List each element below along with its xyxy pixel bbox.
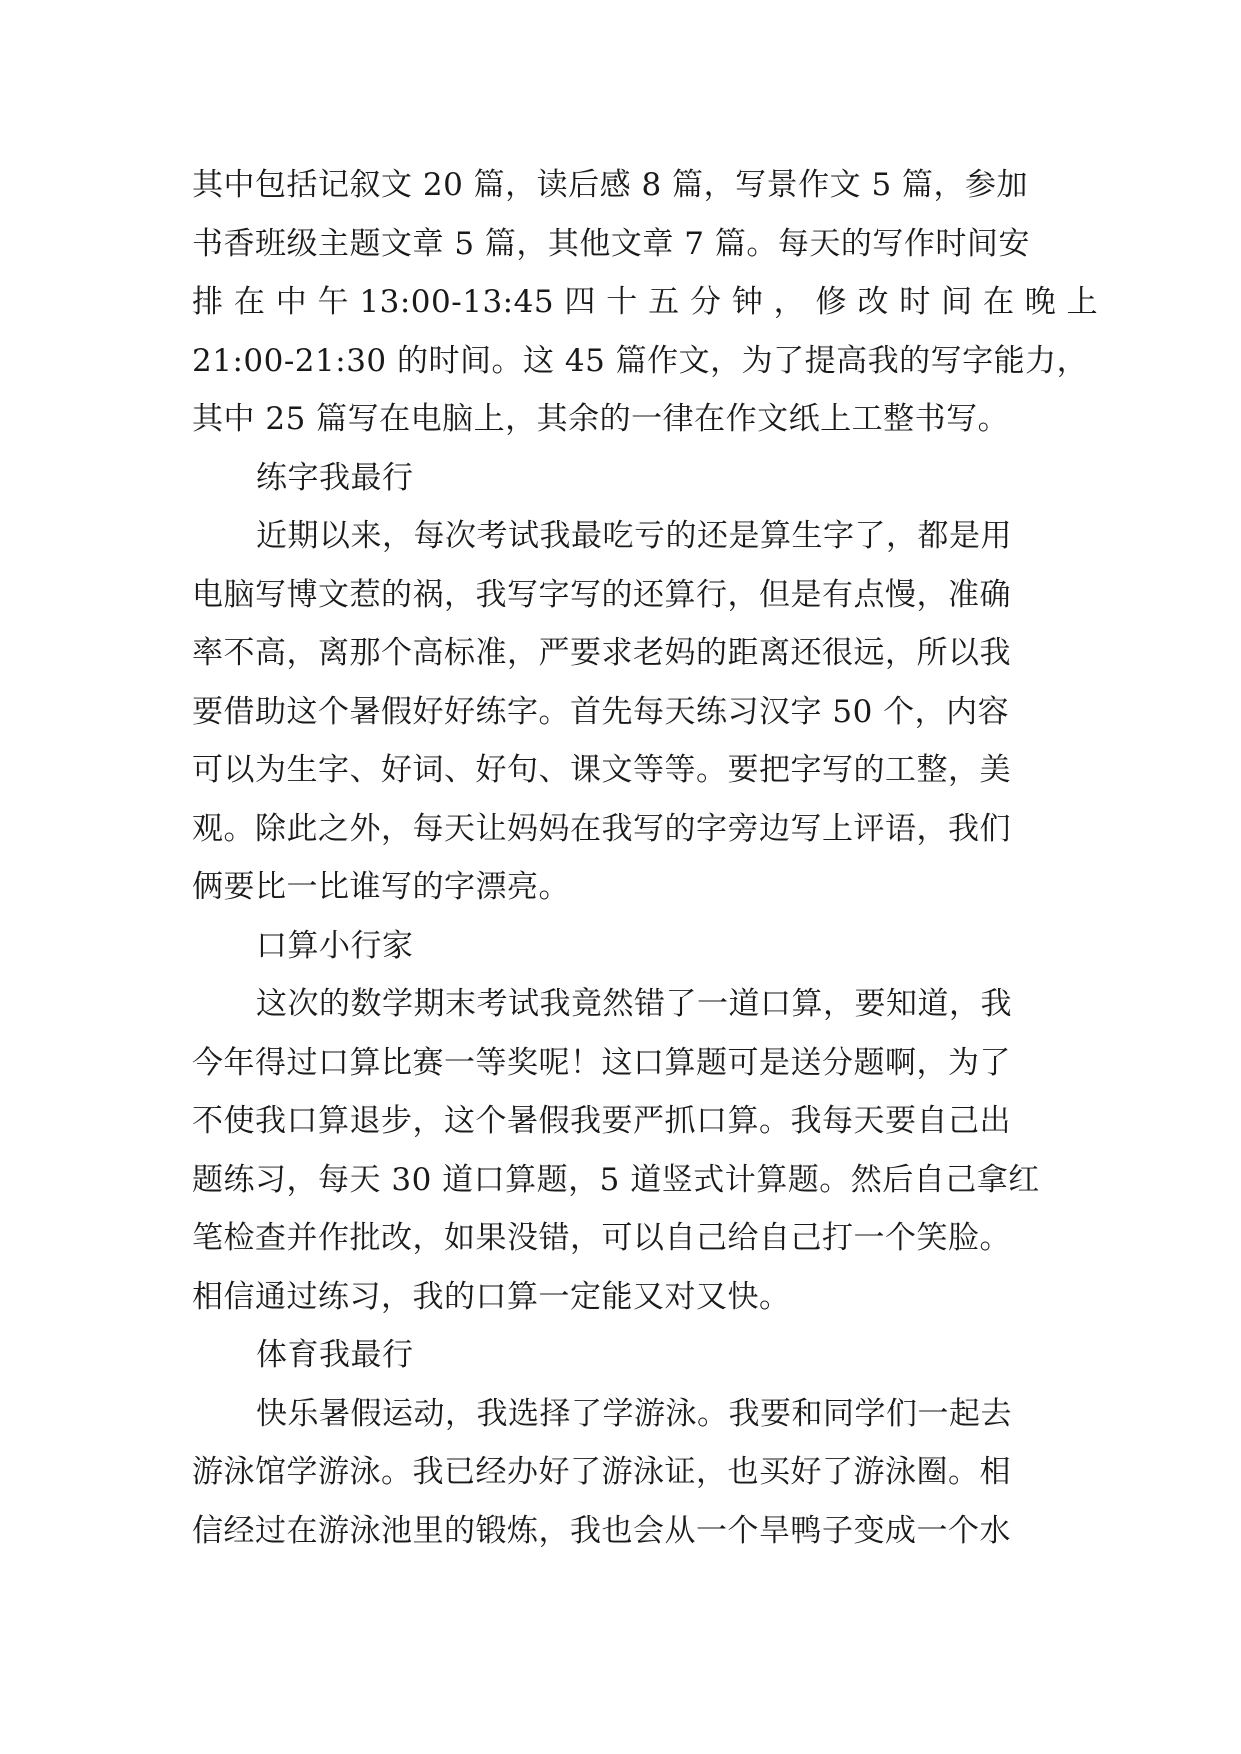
text-line: 不使我口算退步，这个暑假我要严抓口算。我每天要自己出 [192, 1103, 1011, 1139]
text-line: 其中包括记叙文 20 篇，读后感 8 篇，写景作文 5 篇，参加 [192, 167, 1029, 203]
section-heading: 练字我最行 [256, 459, 414, 496]
text-line: 信经过在游泳池里的锻炼，我也会从一个旱鸭子变成一个水 [192, 1512, 1011, 1549]
text-line: 可以为生字、好词、好句、课文等等。要把字写的工整，美 [192, 752, 1011, 788]
text-line: 俩要比一比谁写的字漂亮。 [192, 869, 570, 905]
text-line: 笔检查并作批改，如果没错，可以自己给自己打一个笑脸。 [192, 1220, 1011, 1256]
text-line: 书香班级主题文章 5 篇，其他文章 7 篇。每天的写作时间安 [192, 225, 1030, 262]
text-line: 题练习，每天 30 道口算题，5 道竖式计算题。然后自己拿红 [192, 1161, 1040, 1198]
text-line: 观。除此之外，每天让妈妈在我写的字旁边写上评语，我们 [192, 810, 1011, 847]
document-body [192, 156, 1099, 1560]
text-line: 这次的数学期末考试我竟然错了一道口算，要知道，我 [256, 986, 1012, 1022]
text-line: 近期以来，每次考试我最吃亏的还是算生字了，都是用 [256, 518, 1012, 554]
section-heading: 体育我最行 [256, 1337, 414, 1373]
text-line: 电脑写博文惹的祸，我写字写的还算行，但是有点慢，准确 [192, 576, 1011, 613]
text-line: 21:00-21:30 的时间。这 45 篇作文，为了提高我的写字能力， [192, 342, 1089, 379]
text-line: 游泳馆学游泳。我已经办好了游泳证，也买好了游泳圈。相 [192, 1454, 1011, 1490]
text-line: 今年得过口算比赛一等奖呢！这口算题可是送分题啊，为了 [192, 1044, 1011, 1081]
section-heading: 口算小行家 [256, 927, 414, 964]
text-line: 要借助这个暑假好好练字。首先每天练习汉字 50 个，内容 [192, 693, 1010, 730]
text-line: 排 在 中 午 13:00-13:45 四 十 五 分 钟 ， 修 改 时 间 在 晚 上 [192, 284, 1099, 320]
text-line: 率不高，离那个高标准，严要求老妈的距离还很远，所以我 [192, 635, 1011, 671]
text-line: 其中 25 篇写在电脑上，其余的一律在作文纸上工整书写。 [192, 401, 1010, 437]
text-line: 相信通过练习，我的口算一定能又对又快。 [192, 1278, 791, 1315]
text-line: 快乐暑假运动，我选择了学游泳。我要和同学们一起去 [256, 1395, 1012, 1432]
